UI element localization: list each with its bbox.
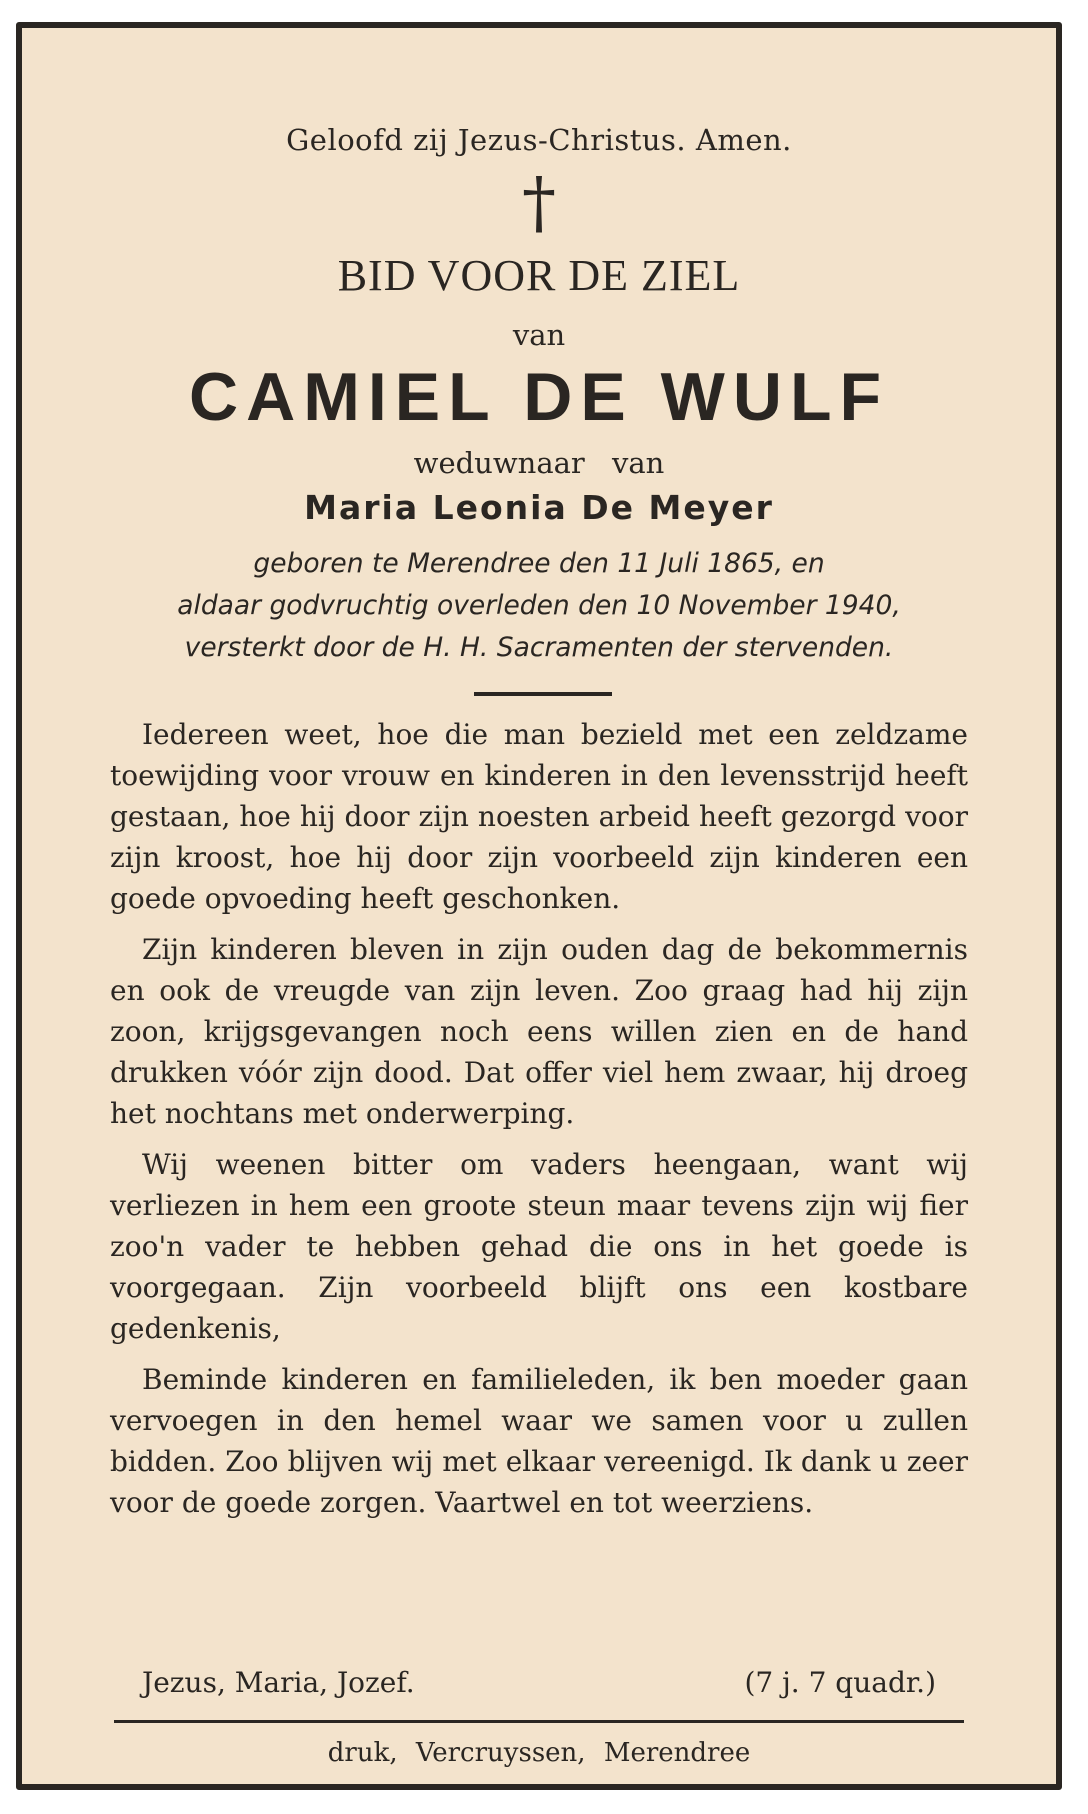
printer-credit: druk, Vercruyssen, Merendree — [327, 1738, 751, 1768]
body-text — [110, 714, 968, 1533]
indulgence: (7 j. 7 quadr.) — [744, 1666, 936, 1699]
closing-prayer: Jezus, Maria, Jozef. — [142, 1666, 415, 1699]
deceased-name: CAMIEL DE WULF — [188, 359, 890, 435]
biography-line: versterkt door de H. H. Sacramenten der stervenden. — [184, 632, 894, 663]
invocation: Geloofd zij Jezus-Christus. Amen. — [286, 123, 792, 157]
paragraph: Iedereen weet, hoe die man bezield met een zeldzame toewijding voor vrouw en kinderen in den levensstrijd heeft gestaan, hoe hij door zijn noesten arbeid heeft gezorgd voor zijn kroost, hoe hij door zijn voorbeeld zijn kinderen een goede opvoeding heeft geschonken. — [110, 718, 968, 915]
cross-icon: † — [522, 164, 556, 243]
paragraph: Wij weenen bitter om vaders heengaan, want wij verliezen in hem een groote steun maar tevens zijn wij fier zoo'n vader te hebben gehad die ons in het goede is voorgegaan. Zijn voorbeeld blijft ons een kostbare gedenkenis, — [110, 1148, 968, 1345]
closing-row — [142, 1666, 936, 1699]
biography-line: aldaar godvruchtig overleden den 10 November 1940, — [177, 590, 901, 621]
biography-line: geboren te Merendree den 11 Juli 1865, en — [253, 548, 825, 579]
paragraph: Zijn kinderen bleven in zijn ouden dag de bekommernis en ook de vreugde van zijn leven. Zoo graag had hij zijn zoon, krijgsgevangen noch eens willen zien en de hand drukken vóór zijn dood. Dat offer viel hem zwaar, hij droeg het nochtans met onderwerping. — [110, 933, 968, 1130]
paragraph: Beminde kinderen en familieleden, ik ben moeder gaan vervoegen in den hemel waar we samen voor u zullen bidden. Zoo blijven wij met elkaar vereenigd. Ik dank u zeer voor de goede zorgen. Vaartwel en tot weerziens. — [110, 1363, 968, 1519]
memorial-card — [16, 22, 1062, 1790]
divider — [474, 692, 612, 696]
relation-label: weduwnaar van — [413, 446, 665, 480]
footer-divider — [114, 1720, 964, 1723]
biography — [110, 543, 968, 669]
heading: BID VOOR DE ZIEL — [337, 251, 741, 300]
van-label: van — [512, 318, 566, 352]
spouse-name: Maria Leonia De Meyer — [304, 488, 774, 527]
